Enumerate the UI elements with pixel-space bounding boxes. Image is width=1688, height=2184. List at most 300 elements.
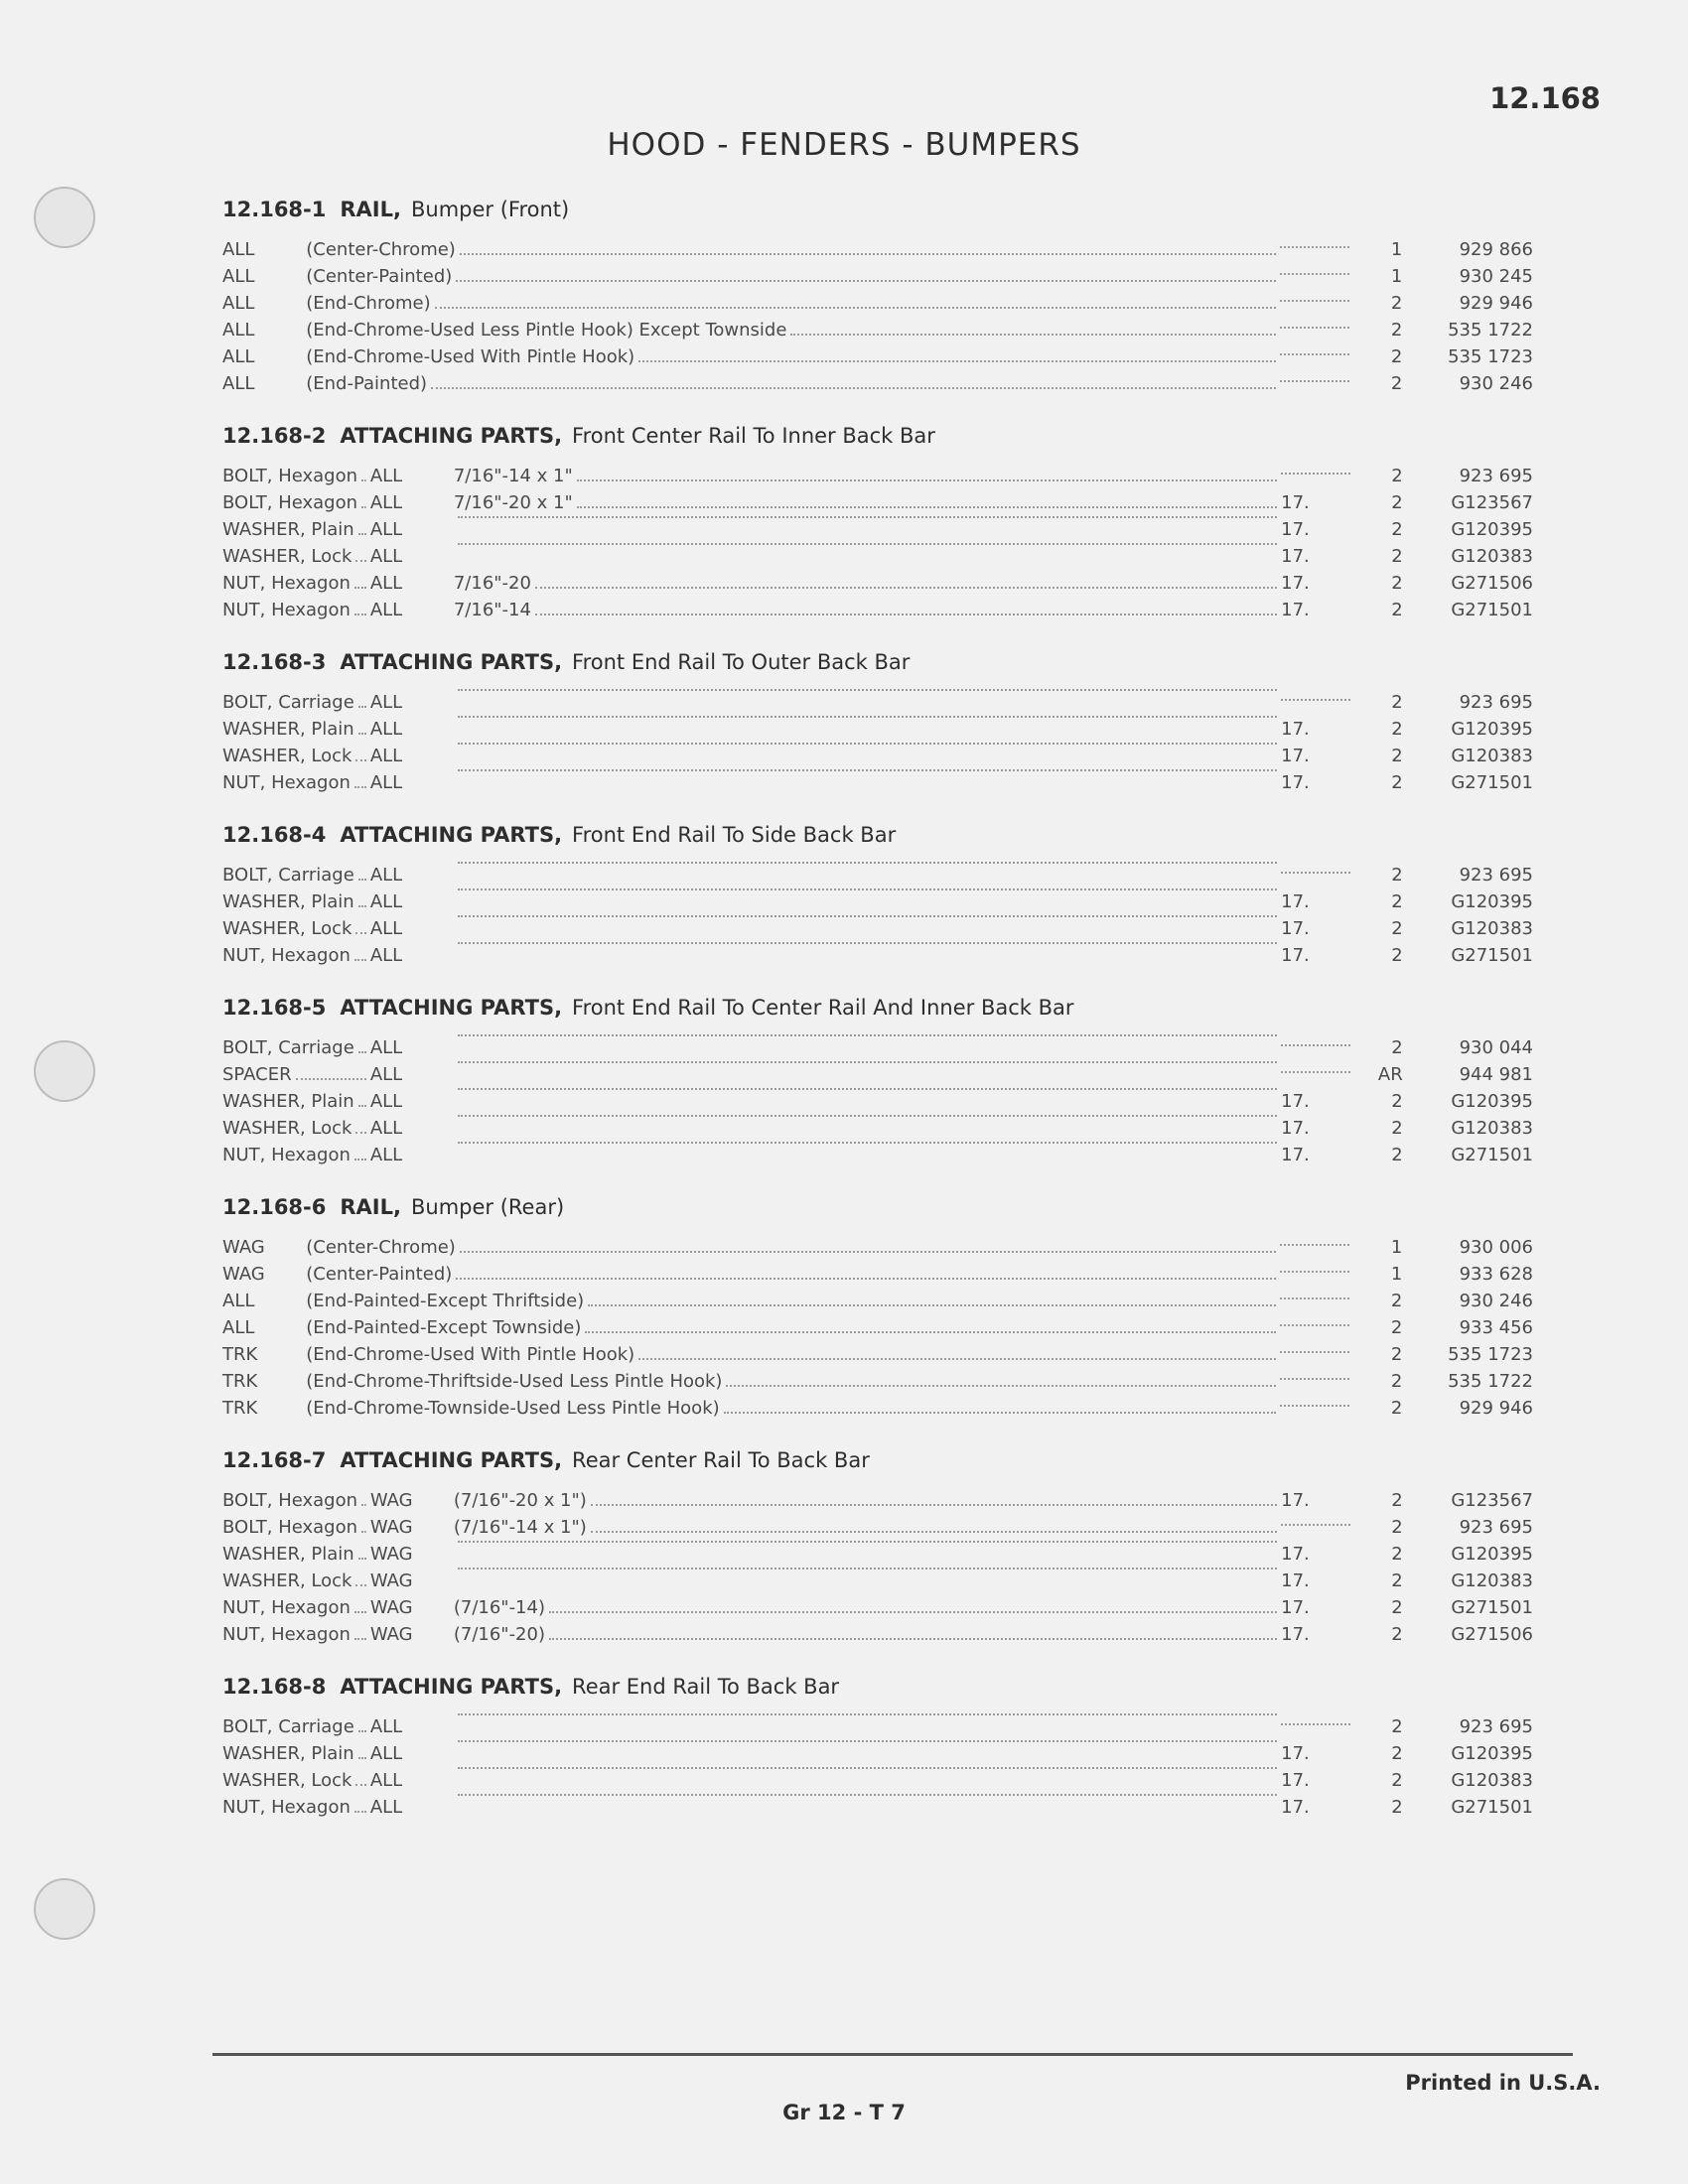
dot-leader [358,1105,366,1107]
part-name-cell [222,597,370,623]
quantity: 2 [1391,891,1403,912]
dot-leader [456,1278,1276,1280]
section-desc: Front End Rail To Center Rail And Inner Back Bar [572,996,1074,1020]
dot-leader [458,888,1277,890]
table-row [222,1594,1533,1621]
table-row [222,1061,1533,1088]
dot-leader [535,587,1277,589]
section-heading [222,1439,1533,1481]
part-name-cell [222,1794,370,1821]
part-name: NUT, Hexagon [222,772,351,793]
group-number [1280,1314,1370,1341]
description: (Center-Chrome) [306,1237,456,1258]
part-name-cell [222,1034,370,1061]
model-code: ALL [369,918,403,939]
part-number: G271506 [1451,573,1533,594]
dot-leader [1280,246,1349,248]
description-cell [454,1115,1281,1142]
part-number: G120383 [1451,1770,1533,1791]
part-number: 930 246 [1459,1291,1533,1311]
quantity: 2 [1391,1624,1403,1645]
quantity: 2 [1390,1398,1403,1419]
dot-leader [458,1568,1277,1570]
part-number: G120395 [1451,519,1533,540]
quantity: 2 [1390,346,1403,367]
group-number: 17. [1281,1570,1310,1591]
part-name-cell [222,716,370,743]
description-cell [306,1341,1280,1368]
section-8 [222,1666,1533,1821]
table-row [222,570,1533,597]
description-cell [306,263,1280,290]
description: (End-Chrome-Used Less Pintle Hook) Except Townside [306,320,787,341]
description-cell [306,1261,1280,1288]
description-cell [454,1713,1281,1740]
part-number: G120395 [1451,1544,1533,1565]
description-cell [454,1794,1281,1821]
part-number: G271501 [1451,772,1533,793]
model-code: ALL [222,293,255,314]
description: (End-Chrome) [306,293,431,314]
group-number: 17. [1281,1544,1310,1565]
section-kind: RAIL, [340,198,401,221]
section-desc: Bumper (Rear) [410,1195,565,1219]
group-number [1280,317,1370,343]
part-name-cell [222,888,370,915]
dot-leader [358,1757,366,1759]
section-desc: Front End Rail To Side Back Bar [572,823,897,847]
group-number: 17. [1281,719,1310,740]
section-desc: Rear End Rail To Back Bar [572,1675,840,1699]
part-number: G271506 [1451,1624,1533,1645]
quantity: 2 [1390,1317,1403,1338]
part-name-cell [222,1514,370,1541]
section-heading [222,641,1533,683]
dot-leader [458,1713,1277,1715]
dot-leader [1280,1271,1349,1273]
dot-leader [458,915,1277,917]
section-code: 12.168-8 [222,1675,327,1699]
model-code: ALL [369,1037,403,1058]
group-number: 17. [1281,1624,1310,1645]
table-row [222,290,1533,317]
dot-leader [1280,353,1349,355]
dot-leader [361,479,366,481]
description: (Center-Chrome) [306,239,456,260]
dot-leader [458,689,1277,691]
table-row [222,1368,1533,1395]
section-heading [222,415,1533,457]
part-number: G120383 [1451,546,1533,567]
part-name-cell [222,1568,370,1594]
description: (End-Painted-Except Townside) [306,1317,582,1338]
description-cell [306,1234,1280,1261]
dot-leader [577,479,1277,481]
part-number: G271501 [1451,1145,1533,1165]
part-number: G120395 [1451,1091,1533,1112]
dot-leader [354,786,366,788]
table-row [222,1621,1533,1648]
group-number [1280,343,1370,370]
table-row [222,1487,1533,1514]
table-row [222,1115,1533,1142]
quantity: 2 [1391,1797,1403,1818]
table-row [222,1568,1533,1594]
part-name: WASHER, Lock [222,918,352,939]
group-number [1281,1034,1371,1061]
quantity: 2 [1391,1544,1403,1565]
dot-leader [460,253,1277,255]
description-cell [454,769,1281,796]
part-name-cell [222,1740,370,1767]
model-code: ALL [369,1743,403,1764]
table-row [222,1713,1533,1740]
description: 7/16"-14 [453,600,531,620]
dot-leader [458,1088,1277,1090]
dot-leader [431,387,1276,389]
model-code: TRK [222,1398,258,1419]
group-number: 17. [1281,1490,1310,1511]
dot-leader [1280,380,1349,382]
model-code: ALL [369,772,403,793]
part-name-cell [222,1142,370,1168]
table-row [222,597,1533,623]
table-row [222,862,1533,888]
quantity: 2 [1391,519,1403,540]
dot-leader [355,932,365,934]
dot-leader [456,280,1276,282]
description-cell [454,716,1281,743]
part-number: G271501 [1451,1597,1533,1618]
part-name: BOLT, Hexagon [222,466,358,486]
quantity: 2 [1391,746,1403,766]
part-name-cell [222,1061,370,1088]
part-name: BOLT, Hexagon [222,1490,358,1511]
section-5 [222,987,1533,1168]
model-code: ALL [222,239,255,260]
part-number: G271501 [1451,945,1533,966]
page-title: HOOD - FENDERS - BUMPERS [607,127,1081,163]
dot-leader [358,1730,366,1732]
part-name: NUT, Hexagon [222,1145,351,1165]
dot-leader [1280,1405,1349,1407]
part-number: 535 1723 [1448,1344,1533,1365]
section-code: 12.168-6 [222,1195,327,1219]
section-desc: Front End Rail To Outer Back Bar [572,650,911,674]
dot-leader [1281,1044,1350,1046]
table-row [222,236,1533,263]
model-code: ALL [369,1716,403,1737]
model-code: ALL [369,865,403,886]
model-code: ALL [369,719,403,740]
group-number: 17. [1281,1091,1310,1112]
section-kind: RAIL, [340,1195,401,1219]
quantity: 2 [1391,573,1403,594]
dot-leader [790,334,1276,336]
description: (7/16"-20) [453,1624,545,1645]
part-name: WASHER, Lock [222,746,352,766]
section-heading [222,814,1533,856]
dot-leader [638,360,1276,362]
model-code: ALL [369,1091,403,1112]
group-number: 17. [1281,891,1310,912]
part-number: G120383 [1451,746,1533,766]
section-heading [222,987,1533,1028]
description-cell [454,862,1281,888]
part-name: WASHER, Plain [222,719,354,740]
table-row [222,1341,1533,1368]
table-row [222,716,1533,743]
quantity: 2 [1391,1490,1403,1511]
description-cell [306,236,1280,263]
quantity: 2 [1391,1597,1403,1618]
dot-leader [458,743,1277,745]
model-code: ALL [369,466,403,486]
model-code: ALL [369,746,403,766]
group-number: 17. [1281,1597,1310,1618]
description-cell [454,1487,1281,1514]
group-number [1281,689,1371,716]
group-number [1281,862,1371,888]
section-kind: ATTACHING PARTS, [340,1448,563,1472]
description-cell [306,317,1280,343]
part-number: G120395 [1451,719,1533,740]
description-cell [454,1142,1281,1168]
model-code: ALL [369,1770,403,1791]
dot-leader [585,1331,1276,1333]
part-name-cell [222,915,370,942]
dot-leader [296,1078,366,1080]
group-number: 17. [1281,945,1310,966]
dot-leader [1280,1244,1349,1246]
quantity: 2 [1391,1037,1403,1058]
group-number [1280,290,1370,317]
part-number: G120383 [1451,1118,1533,1139]
section-desc: Front Center Rail To Inner Back Bar [572,424,935,448]
part-name: WASHER, Lock [222,1770,352,1791]
dot-leader [1280,1324,1349,1326]
part-number: 535 1722 [1448,1371,1533,1392]
part-name-cell [222,489,370,516]
section-desc: Rear Center Rail To Back Bar [572,1448,870,1472]
model-code: ALL [369,1118,403,1139]
model-code: WAG [369,1517,413,1538]
part-number: 923 695 [1459,1716,1533,1737]
description-cell [306,1368,1280,1395]
section-3 [222,641,1533,796]
page-number: 12.168 [1489,81,1601,115]
part-name: BOLT, Hexagon [222,492,358,513]
dot-leader [355,1132,365,1134]
description: 7/16"-20 x 1" [453,492,573,513]
dot-leader [1281,872,1350,874]
group-number: 17. [1281,600,1310,620]
group-number: 17. [1281,772,1310,793]
part-name: WASHER, Plain [222,1544,354,1565]
description-cell [454,597,1281,623]
part-number: G123567 [1451,1490,1533,1511]
description-cell [306,1288,1280,1314]
section-kind: ATTACHING PARTS, [340,823,563,847]
description-cell [306,1314,1280,1341]
part-number: 929 946 [1459,293,1533,314]
part-number: 944 981 [1459,1064,1533,1085]
group-number: 17. [1281,1797,1310,1818]
quantity: 2 [1391,772,1403,793]
dot-leader [358,706,366,708]
table-row [222,1234,1533,1261]
part-name-cell [222,769,370,796]
table-row [222,1314,1533,1341]
description-cell [454,1541,1281,1568]
table-row [222,317,1533,343]
model-code: WAG [369,1624,413,1645]
model-code: ALL [369,1064,403,1085]
group-number [1280,263,1370,290]
description: (Center-Painted) [306,1264,453,1285]
quantity: 2 [1390,1291,1403,1311]
model-code: WAG [222,1264,265,1285]
part-name: NUT, Hexagon [222,1797,351,1818]
dot-leader [458,1061,1277,1063]
dot-leader [1281,699,1350,701]
quantity: 1 [1390,239,1403,260]
description-cell [454,1034,1281,1061]
dot-leader [355,1784,365,1786]
part-number: G120383 [1451,918,1533,939]
dot-leader [1280,1297,1349,1299]
table-row [222,915,1533,942]
dot-leader [358,533,366,535]
part-number: 535 1722 [1448,320,1533,341]
table-row [222,769,1533,796]
section-heading [222,1186,1533,1228]
section-desc: Bumper (Front) [410,198,570,221]
part-name-cell [222,463,370,489]
model-code: ALL [369,945,403,966]
dot-leader [1280,1378,1349,1380]
dot-leader [458,1541,1277,1543]
table-row [222,1261,1533,1288]
model-code: ALL [222,320,255,341]
punch-hole [34,1878,95,1940]
table-row [222,743,1533,769]
table-row [222,263,1533,290]
description-cell [454,570,1281,597]
quantity: 2 [1391,1517,1403,1538]
quantity: 1 [1390,1264,1403,1285]
table-row [222,516,1533,543]
dot-leader [549,1638,1277,1640]
dot-leader [354,1159,366,1160]
quantity: 2 [1391,918,1403,939]
dot-leader [358,879,366,881]
dot-leader [458,1034,1277,1036]
description-cell [454,1740,1281,1767]
description-cell [306,1395,1280,1422]
description-cell [454,1514,1281,1541]
description-cell [306,343,1280,370]
section-heading [222,189,1533,230]
description-cell [306,290,1280,317]
section-code: 12.168-5 [222,996,327,1020]
table-row [222,1541,1533,1568]
part-name: WASHER, Plain [222,1091,354,1112]
table-row [222,1142,1533,1168]
footer-rule [212,2053,1573,2056]
dot-leader [638,1358,1276,1360]
quantity: 2 [1391,692,1403,713]
model-code: TRK [222,1344,258,1365]
group-number: 17. [1281,1770,1310,1791]
dot-leader [355,759,365,761]
section-2 [222,415,1533,623]
table-row [222,1767,1533,1794]
dot-leader [354,1611,366,1613]
model-code: ALL [369,891,403,912]
dot-leader [1281,1723,1350,1725]
description: (End-Chrome-Townside-Used Less Pintle Hook) [306,1398,720,1419]
punch-hole [34,187,95,248]
quantity: 2 [1390,373,1403,394]
description: (7/16"-20 x 1") [453,1490,587,1511]
part-name: BOLT, Carriage [222,1037,354,1058]
part-number: 933 628 [1459,1264,1533,1285]
group-number: 17. [1281,573,1310,594]
dot-leader [1280,327,1349,329]
part-number: 930 246 [1459,373,1533,394]
model-code: WAG [369,1597,413,1618]
part-name: WASHER, Lock [222,1118,352,1139]
part-name-cell [222,689,370,716]
dot-leader [458,1142,1277,1144]
group-number: 17. [1281,746,1310,766]
description: (7/16"-14 x 1") [453,1517,587,1538]
punch-hole [34,1040,95,1102]
group-number: 17. [1281,1118,1310,1139]
part-name: WASHER, Plain [222,891,354,912]
model-code: ALL [369,692,403,713]
dot-leader [1281,1524,1350,1526]
model-code: TRK [222,1371,258,1392]
dot-leader [460,1251,1277,1253]
table-row [222,1514,1533,1541]
description: (End-Chrome-Thriftside-Used Less Pintle Hook) [306,1371,723,1392]
quantity: 2 [1391,1716,1403,1737]
group-number [1281,1061,1371,1088]
quantity: 2 [1390,320,1403,341]
dot-leader [358,733,366,735]
part-name-cell [222,1541,370,1568]
dot-leader [354,614,366,615]
dot-leader [458,1794,1277,1796]
part-name-cell [222,1487,370,1514]
table-row [222,888,1533,915]
part-name: BOLT, Hexagon [222,1517,358,1538]
part-name-cell [222,516,370,543]
part-number: 933 456 [1459,1317,1533,1338]
group-number [1280,370,1370,397]
quantity: 2 [1391,600,1403,620]
quantity: 2 [1391,719,1403,740]
group-number [1281,463,1371,489]
dot-leader [358,905,366,907]
dot-leader [458,1740,1277,1742]
part-number: G271501 [1451,1797,1533,1818]
description-cell [454,1088,1281,1115]
part-number: G120395 [1451,1743,1533,1764]
part-name: BOLT, Carriage [222,1716,354,1737]
